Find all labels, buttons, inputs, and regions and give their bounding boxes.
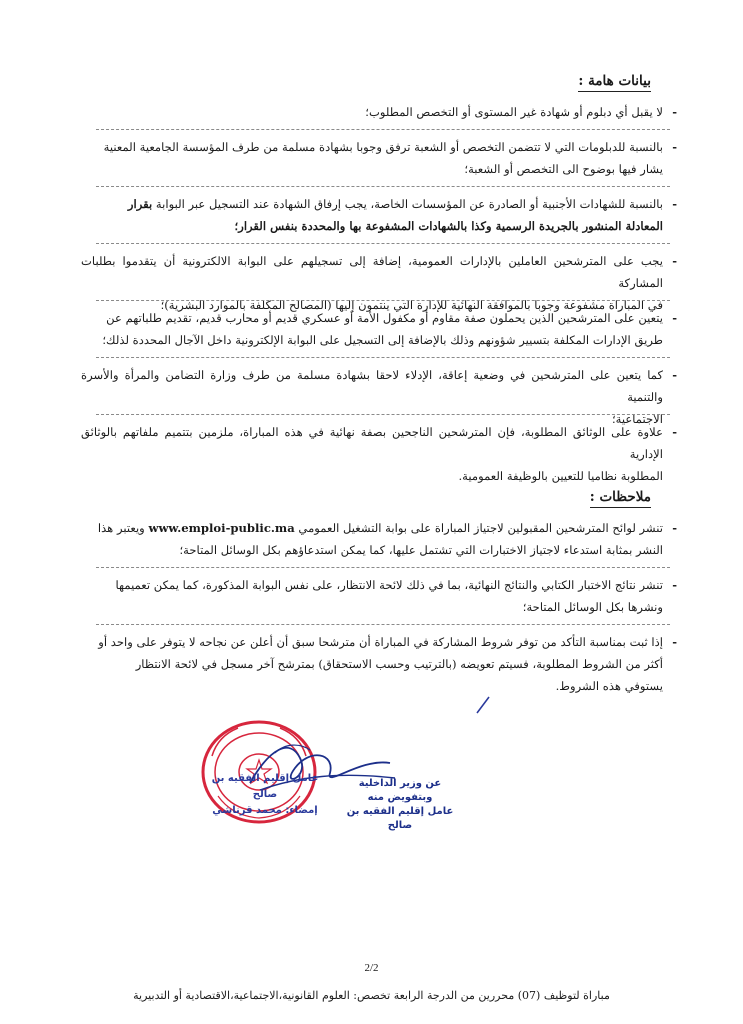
important-item-4: - يجب على المترشحين العاملين بالإدارات العمومية، إضافة إلى تسجيلهم على البوابة الالكترونية أن يتقدموا بطلبات المشاركة في المباراة مشفوعة وجوبا بالموافقة النهائية للإدارة التي ينتمون إليها (المصالح المكلفة بالموارد البشرية)؛ [81, 254, 677, 312]
note-item-1: - تنشر لوائح المترشحين المقبولين لاجتياز المباراة على بوابة التشغيل العمومي www.emploi-public.ma ويعتبر هذا النشر بمثابة استدعاء لاجتياز الاختبارات التي تشتمل عليها، كما يمكن استدعاؤهم بكل الوسائل المتاحة؛ [97, 521, 677, 557]
notes-heading: ملاحظات : [590, 488, 651, 508]
divider [96, 300, 670, 301]
page-number: 2/2 [364, 962, 379, 974]
emploi-public-link[interactable]: www.emploi-public.ma [148, 521, 295, 535]
important-item-1: - لا يقبل أي دبلوم أو شهادة غير المستوى أو التخصص المطلوب؛ [365, 105, 677, 119]
important-data-heading: بيانات هامة : [578, 72, 651, 92]
divider [96, 186, 670, 187]
important-item-5: - يتعين على المترشحين الذين يحملون صفة مقاوم أو مكفول الأمة أو عسكري قديم أو محارب قديم، تقديم طلباتهم عن طريق الإدارات المكلفة بتسيير شؤونهم وذلك بالإضافة إلى التسجيل على البوابة الإلكترونية داخل الآجال المحددة لذلك؛ [102, 311, 677, 347]
divider [96, 243, 670, 244]
stamp-caption: عامل إقليم الفقيه بن صالح إمضاء: محمد قرناشي [211, 773, 319, 816]
important-item-6: - كما يتعين على المترشحين في وضعية إعاقة، الإدلاء لاحقا بشهادة مسلمة من طرف وزارة التضامن والمرأة والأسرة والتنمية الاجتماعية؛ [81, 368, 677, 426]
divider [96, 567, 670, 568]
divider [96, 624, 670, 625]
note-item-2: - تنشر نتائج الاختبار الكتابي والنتائج النهائية، بما في ذلك لائحة الانتظار، على نفس البوابة المذكورة، كما يمكن تعميمها ونشرها بكل الوسائل المتاحة؛ [115, 578, 677, 614]
important-item-2: - بالنسبة للدبلومات التي لا تتضمن التخصص أو الشعبة ترفق وجوبا بشهادة مسلمة من طرف المؤسسة الجامعية المعنية يشار فيها بوضوح الى التخصص أو الشعبة؛ [103, 140, 677, 176]
important-item-7: - علاوة على الوثائق المطلوبة، فإن المترشحين الناجحين بصفة نهائية في هذه المباراة، ملزمين بتتميم ملفاتهم بالوثائق الإدارية المطلوبة نظاميا للتعيين بالوظيفة العمومية. [81, 425, 677, 483]
divider [96, 129, 670, 130]
divider [96, 357, 670, 358]
document-footer: مباراة لتوظيف (07) محررين من الدرجة الرابعة تخصص: العلوم القانونية،الاجتماعية،الاقتصادية أو التدبيرية [133, 989, 610, 1002]
divider [96, 414, 670, 415]
signatory-block: عن وزير الداخلية وبتفويض منه عامل إقليم الفقيه بن صالح [346, 778, 454, 831]
important-item-3: - بالنسبة للشهادات الأجنبية أو الصادرة عن المؤسسات الخاصة، يجب إرفاق الشهادة عند التسجيل عبر البوابة بقرار المعادلة المنشور بالجريدة الرسمية وكذا بالشهادات المشفوعة بها والمحددة بنفس القرار؛ [127, 197, 677, 233]
pen-mark-icon [473, 695, 493, 715]
note-item-3: - إذا ثبت بمناسبة التأكد من توفر شروط المشاركة في المباراة أن مترشحا سبق أن أعلن عن نجاحه لا يتوفر على واحد أو أكثر من الشروط المطلوبة، فسيتم تعويضه (بالترتيب وحسب الاستحقاق) بمترشح آخر مسجل في لائحة الانتظار يستوفي هذه الشروط. [98, 635, 677, 693]
